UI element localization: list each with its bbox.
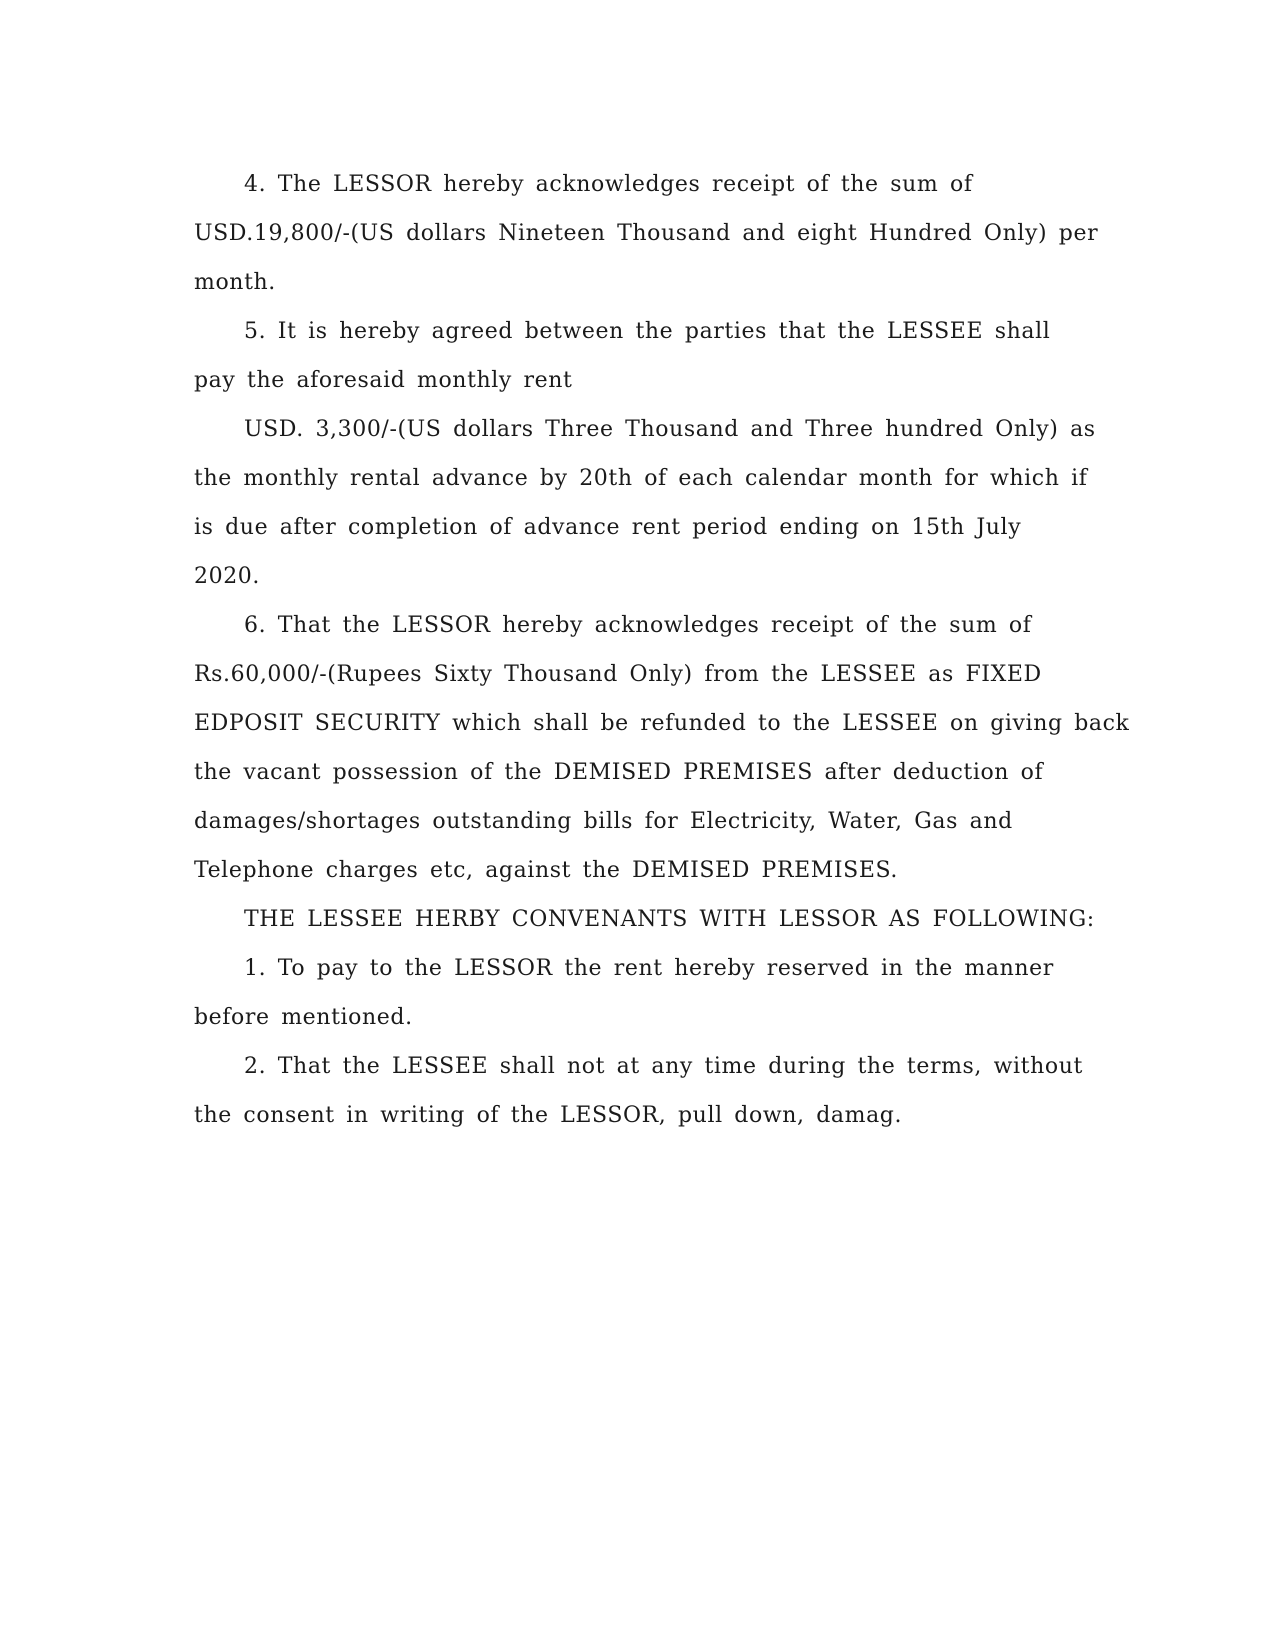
clause-6-line-3: EDPOSIT SECURITY which shall be refunded to the LESSEE on giving back bbox=[194, 711, 1130, 736]
clause-5-line-4: the monthly rental advance by 20th of each calendar month for which if bbox=[194, 466, 1088, 491]
clause-4-line-1: 4. The LESSOR hereby acknowledges receipt of the sum of bbox=[244, 172, 973, 197]
clause-6-line-4: the vacant possession of the DEMISED PREMISES after deduction of bbox=[194, 760, 1044, 785]
clause-6-line-6: Telephone charges etc, against the DEMISED PREMISES. bbox=[194, 858, 898, 883]
clause-6-line-1: 6. That the LESSOR hereby acknowledges receipt of the sum of bbox=[244, 613, 1032, 638]
clause-5-line-3: USD. 3,300/-(US dollars Three Thousand and Three hundred Only) as bbox=[244, 417, 1096, 442]
clause-5-line-2: pay the aforesaid monthly rent bbox=[194, 368, 573, 393]
covenant-1-line-1: 1. To pay to the LESSOR the rent hereby reserved in the manner bbox=[244, 956, 1054, 981]
document-body bbox=[194, 160, 1130, 1140]
clause-5-line-5: is due after completion of advance rent period ending on 15th July bbox=[194, 515, 1022, 540]
covenants-heading: THE LESSEE HERBY CONVENANTS WITH LESSOR AS FOLLOWING: bbox=[244, 907, 1095, 932]
clause-5-line-1: 5. It is hereby agreed between the parties that the LESSEE shall bbox=[244, 319, 1051, 344]
covenant-2-line-2: the consent in writing of the LESSOR, pull down, damag. bbox=[194, 1103, 903, 1128]
clause-5-line-6: 2020. bbox=[194, 564, 260, 589]
clause-4-line-2: USD.19,800/-(US dollars Nineteen Thousand and eight Hundred Only) per bbox=[194, 221, 1099, 246]
clause-6-line-5: damages/shortages outstanding bills for Electricity, Water, Gas and bbox=[194, 809, 1013, 834]
clause-4-line-3: month. bbox=[194, 270, 276, 295]
covenant-1-line-2: before mentioned. bbox=[194, 1005, 413, 1030]
covenant-2-line-1: 2. That the LESSEE shall not at any time during the terms, without bbox=[244, 1054, 1083, 1079]
clause-6-line-2: Rs.60,000/-(Rupees Sixty Thousand Only) from the LESSEE as FIXED bbox=[194, 662, 1042, 687]
